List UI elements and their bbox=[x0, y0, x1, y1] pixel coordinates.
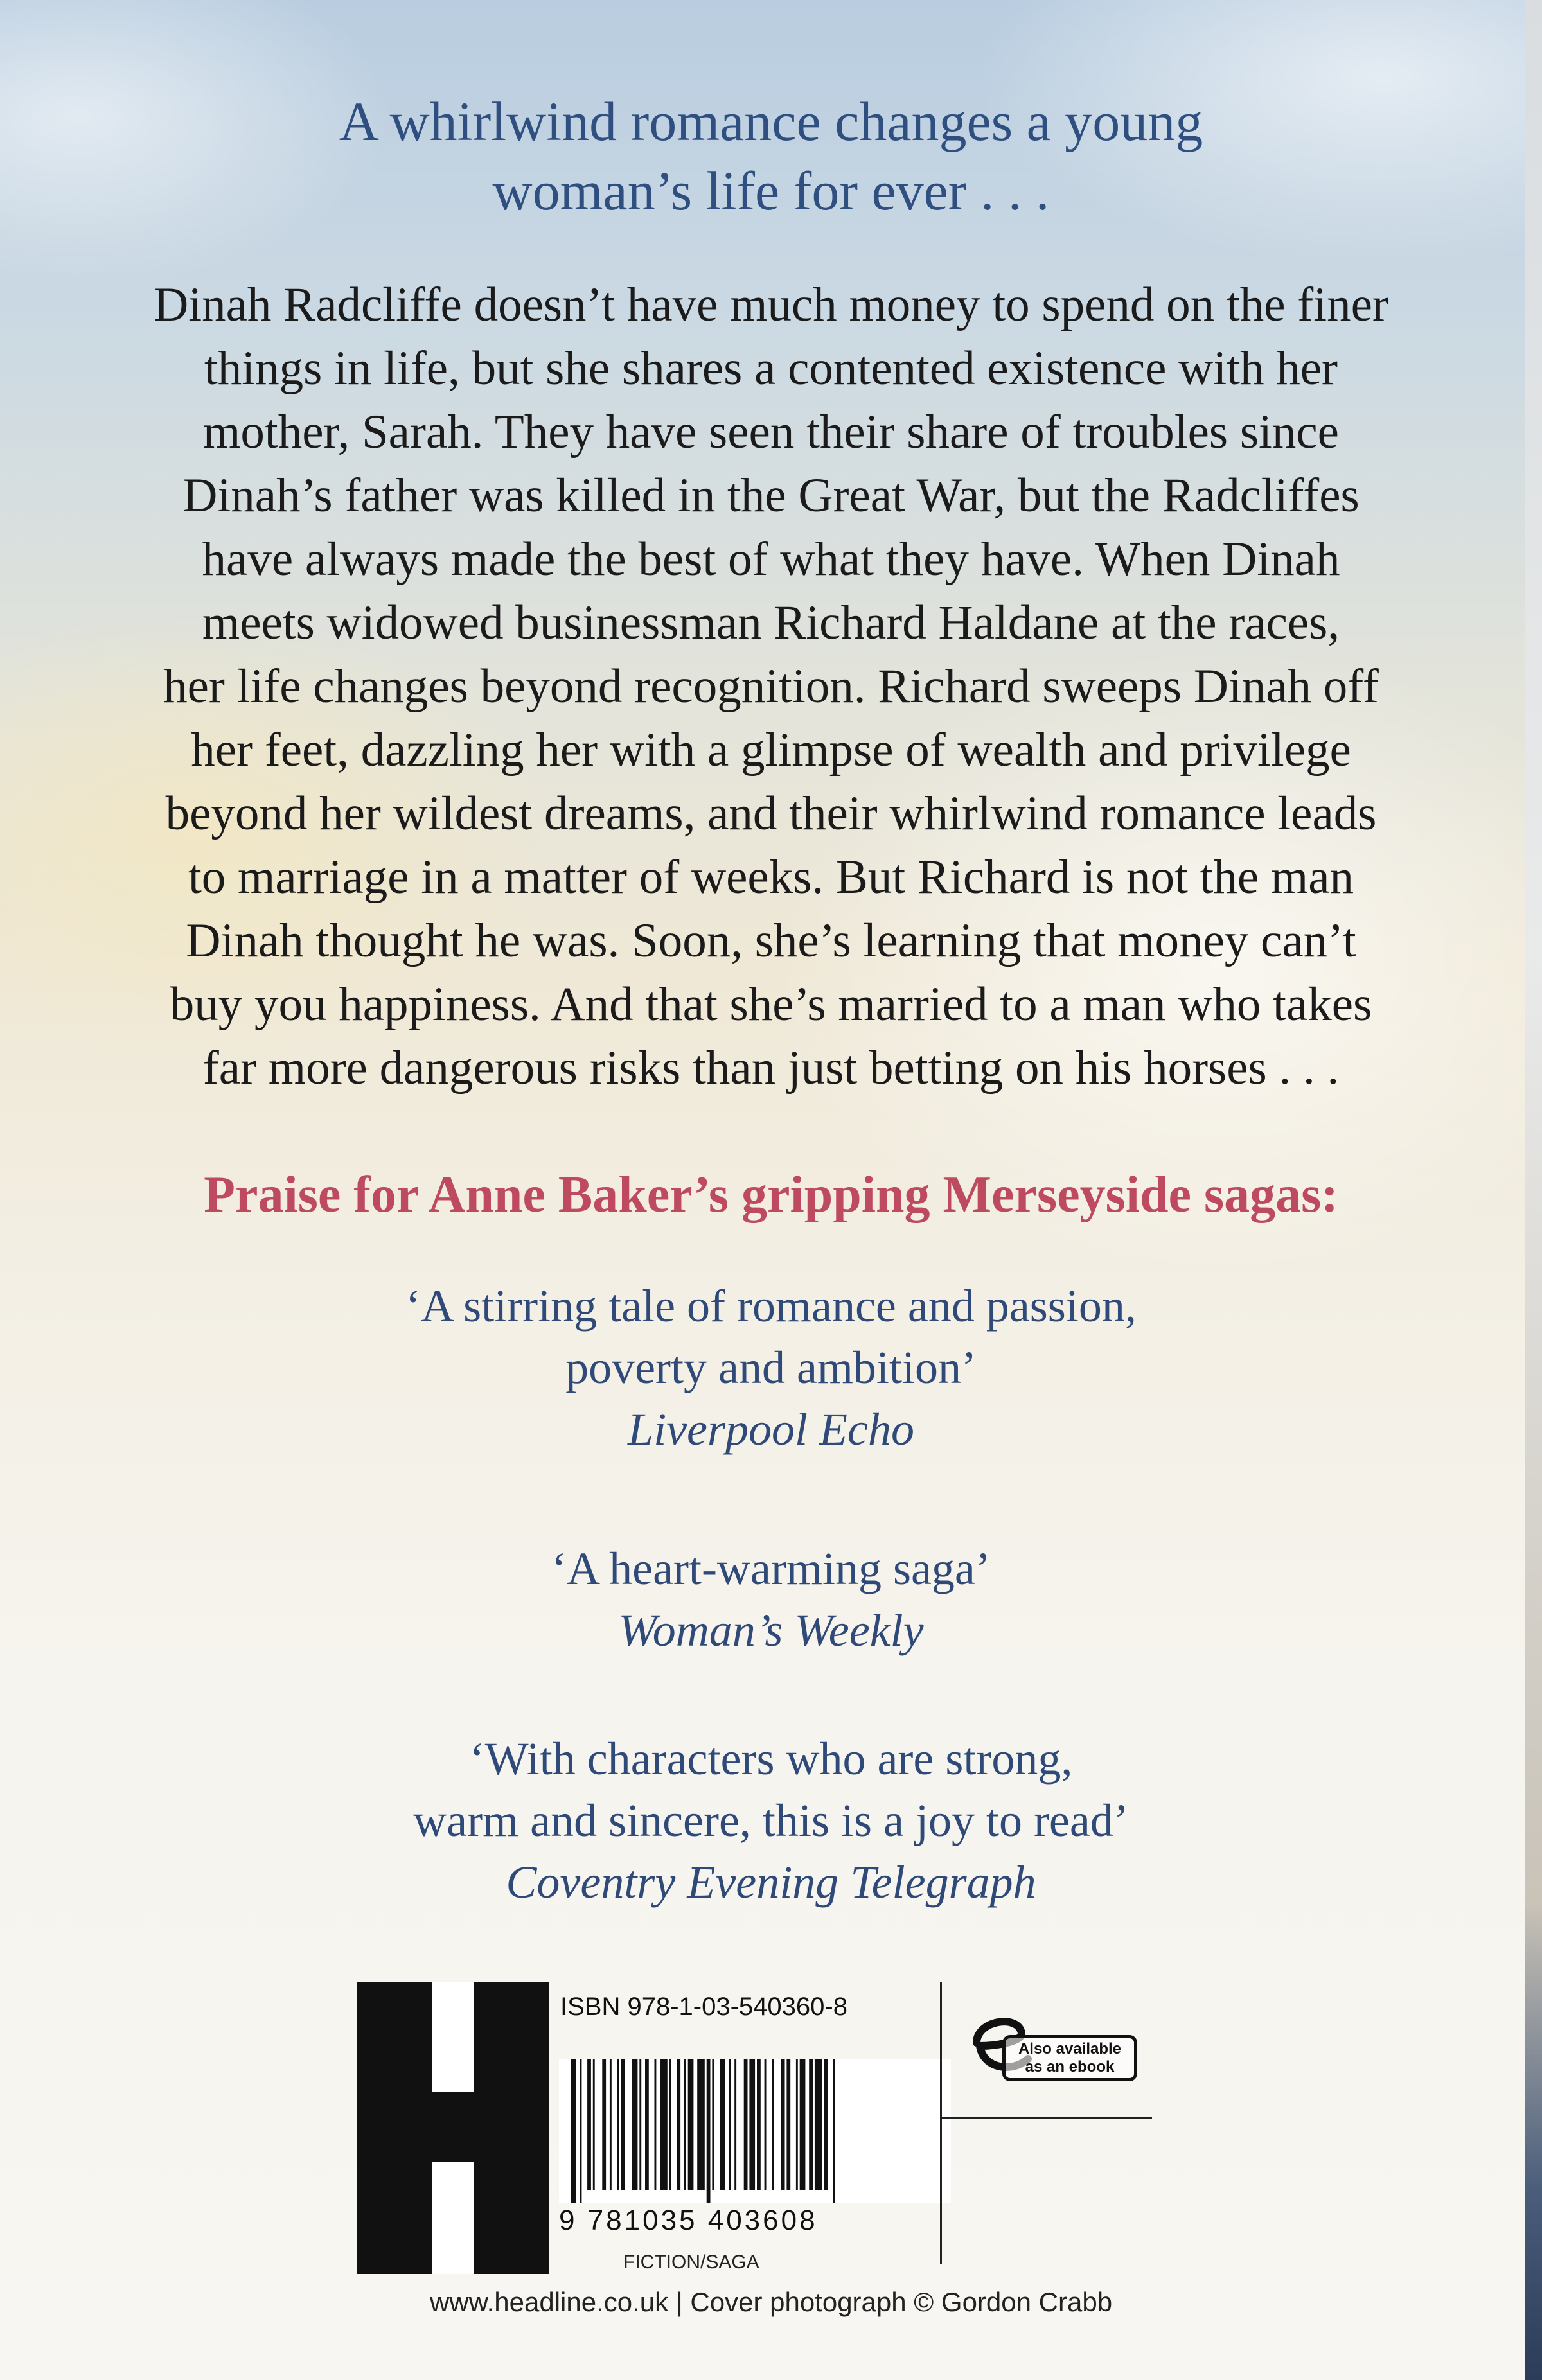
barcode-bar bbox=[621, 2059, 625, 2190]
ebook-label-line-2: as an ebook bbox=[1025, 2058, 1115, 2076]
barcode-bar bbox=[749, 2059, 755, 2190]
blurb-line: to marriage in a matter of weeks. But Richard is not the man bbox=[188, 851, 1354, 904]
barcode-bar bbox=[645, 2059, 649, 2190]
barcode-bar bbox=[720, 2059, 725, 2190]
quote-text: ‘A stirring tale of romance and passion, bbox=[405, 1280, 1137, 1332]
quote-source: Coventry Evening Telegraph bbox=[506, 1856, 1036, 1908]
ebook-label bbox=[1002, 2035, 1137, 2081]
barcode-bar bbox=[734, 2059, 736, 2190]
blurb-line: her feet, dazzling her with a glimpse of wealth and privilege bbox=[191, 723, 1351, 777]
barcode-bar bbox=[677, 2059, 680, 2190]
review-quote-1 bbox=[0, 1275, 1542, 1460]
barcode-bar bbox=[639, 2059, 641, 2190]
publisher-logo-icon bbox=[357, 1982, 549, 2274]
blurb-line: far more dangerous risks than just betting on his horses . . . bbox=[202, 1041, 1340, 1095]
tagline-line-2: woman’s life for ever . . . bbox=[492, 160, 1050, 222]
blurb-line: her life changes beyond recognition. Richard sweeps Dinah off bbox=[163, 660, 1379, 713]
quote-source: Woman’s Weekly bbox=[618, 1605, 924, 1656]
blurb bbox=[84, 273, 1458, 1100]
barcode-bar bbox=[765, 2059, 767, 2190]
barcode-bar bbox=[781, 2059, 785, 2190]
barcode-bar bbox=[833, 2059, 835, 2203]
tagline-line-1: A whirlwind romance changes a young bbox=[339, 91, 1203, 152]
barcode-bar bbox=[660, 2059, 668, 2190]
tagline bbox=[0, 87, 1542, 225]
ebook-label-line-1: Also available bbox=[1018, 2040, 1122, 2058]
barcode-bar bbox=[655, 2059, 657, 2190]
barcode-bar bbox=[786, 2059, 790, 2190]
barcode-bar bbox=[824, 2059, 828, 2190]
divider-vertical bbox=[940, 1982, 942, 2264]
barcode-bar bbox=[688, 2059, 694, 2190]
blurb-line: Dinah Radcliffe doesn’t have much money to spend on the finer bbox=[154, 278, 1388, 331]
isbn-text: ISBN 978-1-03-540360-8 bbox=[560, 1993, 847, 2021]
review-quote-3 bbox=[0, 1728, 1542, 1913]
category-label: FICTION/SAGA bbox=[623, 2252, 759, 2273]
blurb-line: beyond her wildest dreams, and their whirlwind romance leads bbox=[165, 787, 1377, 840]
blurb-line: meets widowed businessman Richard Haldane at the races, bbox=[202, 596, 1340, 649]
barcode-bar bbox=[712, 2059, 714, 2190]
barcode-bar bbox=[757, 2059, 761, 2190]
barcode-bar bbox=[796, 2059, 798, 2190]
praise-heading: Praise for Anne Baker’s gripping Merseyside sagas: bbox=[204, 1167, 1338, 1223]
quote-source: Liverpool Echo bbox=[628, 1404, 914, 1455]
barcode-bar bbox=[800, 2059, 806, 2190]
barcode-bar bbox=[610, 2059, 612, 2190]
quote-text: ‘A heart-warming saga’ bbox=[551, 1543, 991, 1594]
blurb-line: mother, Sarah. They have seen their share of troubles since bbox=[203, 405, 1339, 459]
barcode bbox=[559, 2059, 951, 2203]
barcode-bar bbox=[707, 2059, 711, 2203]
barcode-bar bbox=[602, 2059, 606, 2190]
barcode-bar bbox=[697, 2059, 705, 2190]
barcode-bar bbox=[729, 2059, 731, 2190]
blurb-line: buy you happiness. And that she’s married to a man who takes bbox=[170, 978, 1372, 1031]
barcode-bar bbox=[580, 2059, 582, 2203]
barcode-digits: 9 781035 403608 bbox=[559, 2205, 818, 2236]
blurb-line: things in life, but she shares a contented existence with her bbox=[204, 342, 1338, 395]
barcode-bar bbox=[593, 2059, 595, 2190]
ebook-badge bbox=[957, 1998, 1144, 2088]
barcode-bar bbox=[772, 2059, 774, 2190]
barcode-bar bbox=[809, 2059, 813, 2190]
review-quote-2 bbox=[0, 1538, 1542, 1661]
barcode-bar bbox=[815, 2059, 822, 2190]
barcode-bar bbox=[684, 2059, 686, 2190]
blurb-line: Dinah’s father was killed in the Great War, but the Radcliffes bbox=[182, 469, 1360, 522]
quote-text: poverty and ambition’ bbox=[565, 1342, 977, 1393]
quote-text: warm and sincere, this is a joy to read’ bbox=[413, 1795, 1129, 1846]
footer-credit: www.headline.co.uk | Cover photograph © Gordon Crabb bbox=[429, 2287, 1113, 2317]
blurb-line: Dinah thought he was. Soon, she’s learning that money can’t bbox=[186, 914, 1356, 967]
barcode-bar bbox=[617, 2059, 619, 2190]
barcode-bar bbox=[632, 2059, 638, 2190]
barcode-bar bbox=[669, 2059, 671, 2190]
divider-horizontal bbox=[940, 2117, 1152, 2119]
barcode-bar bbox=[744, 2059, 748, 2190]
quote-text: ‘With characters who are strong, bbox=[469, 1733, 1073, 1785]
barcode-bar bbox=[571, 2059, 576, 2203]
barcode-bar bbox=[587, 2059, 591, 2190]
blurb-line: have always made the best of what they have. When Dinah bbox=[202, 533, 1340, 586]
